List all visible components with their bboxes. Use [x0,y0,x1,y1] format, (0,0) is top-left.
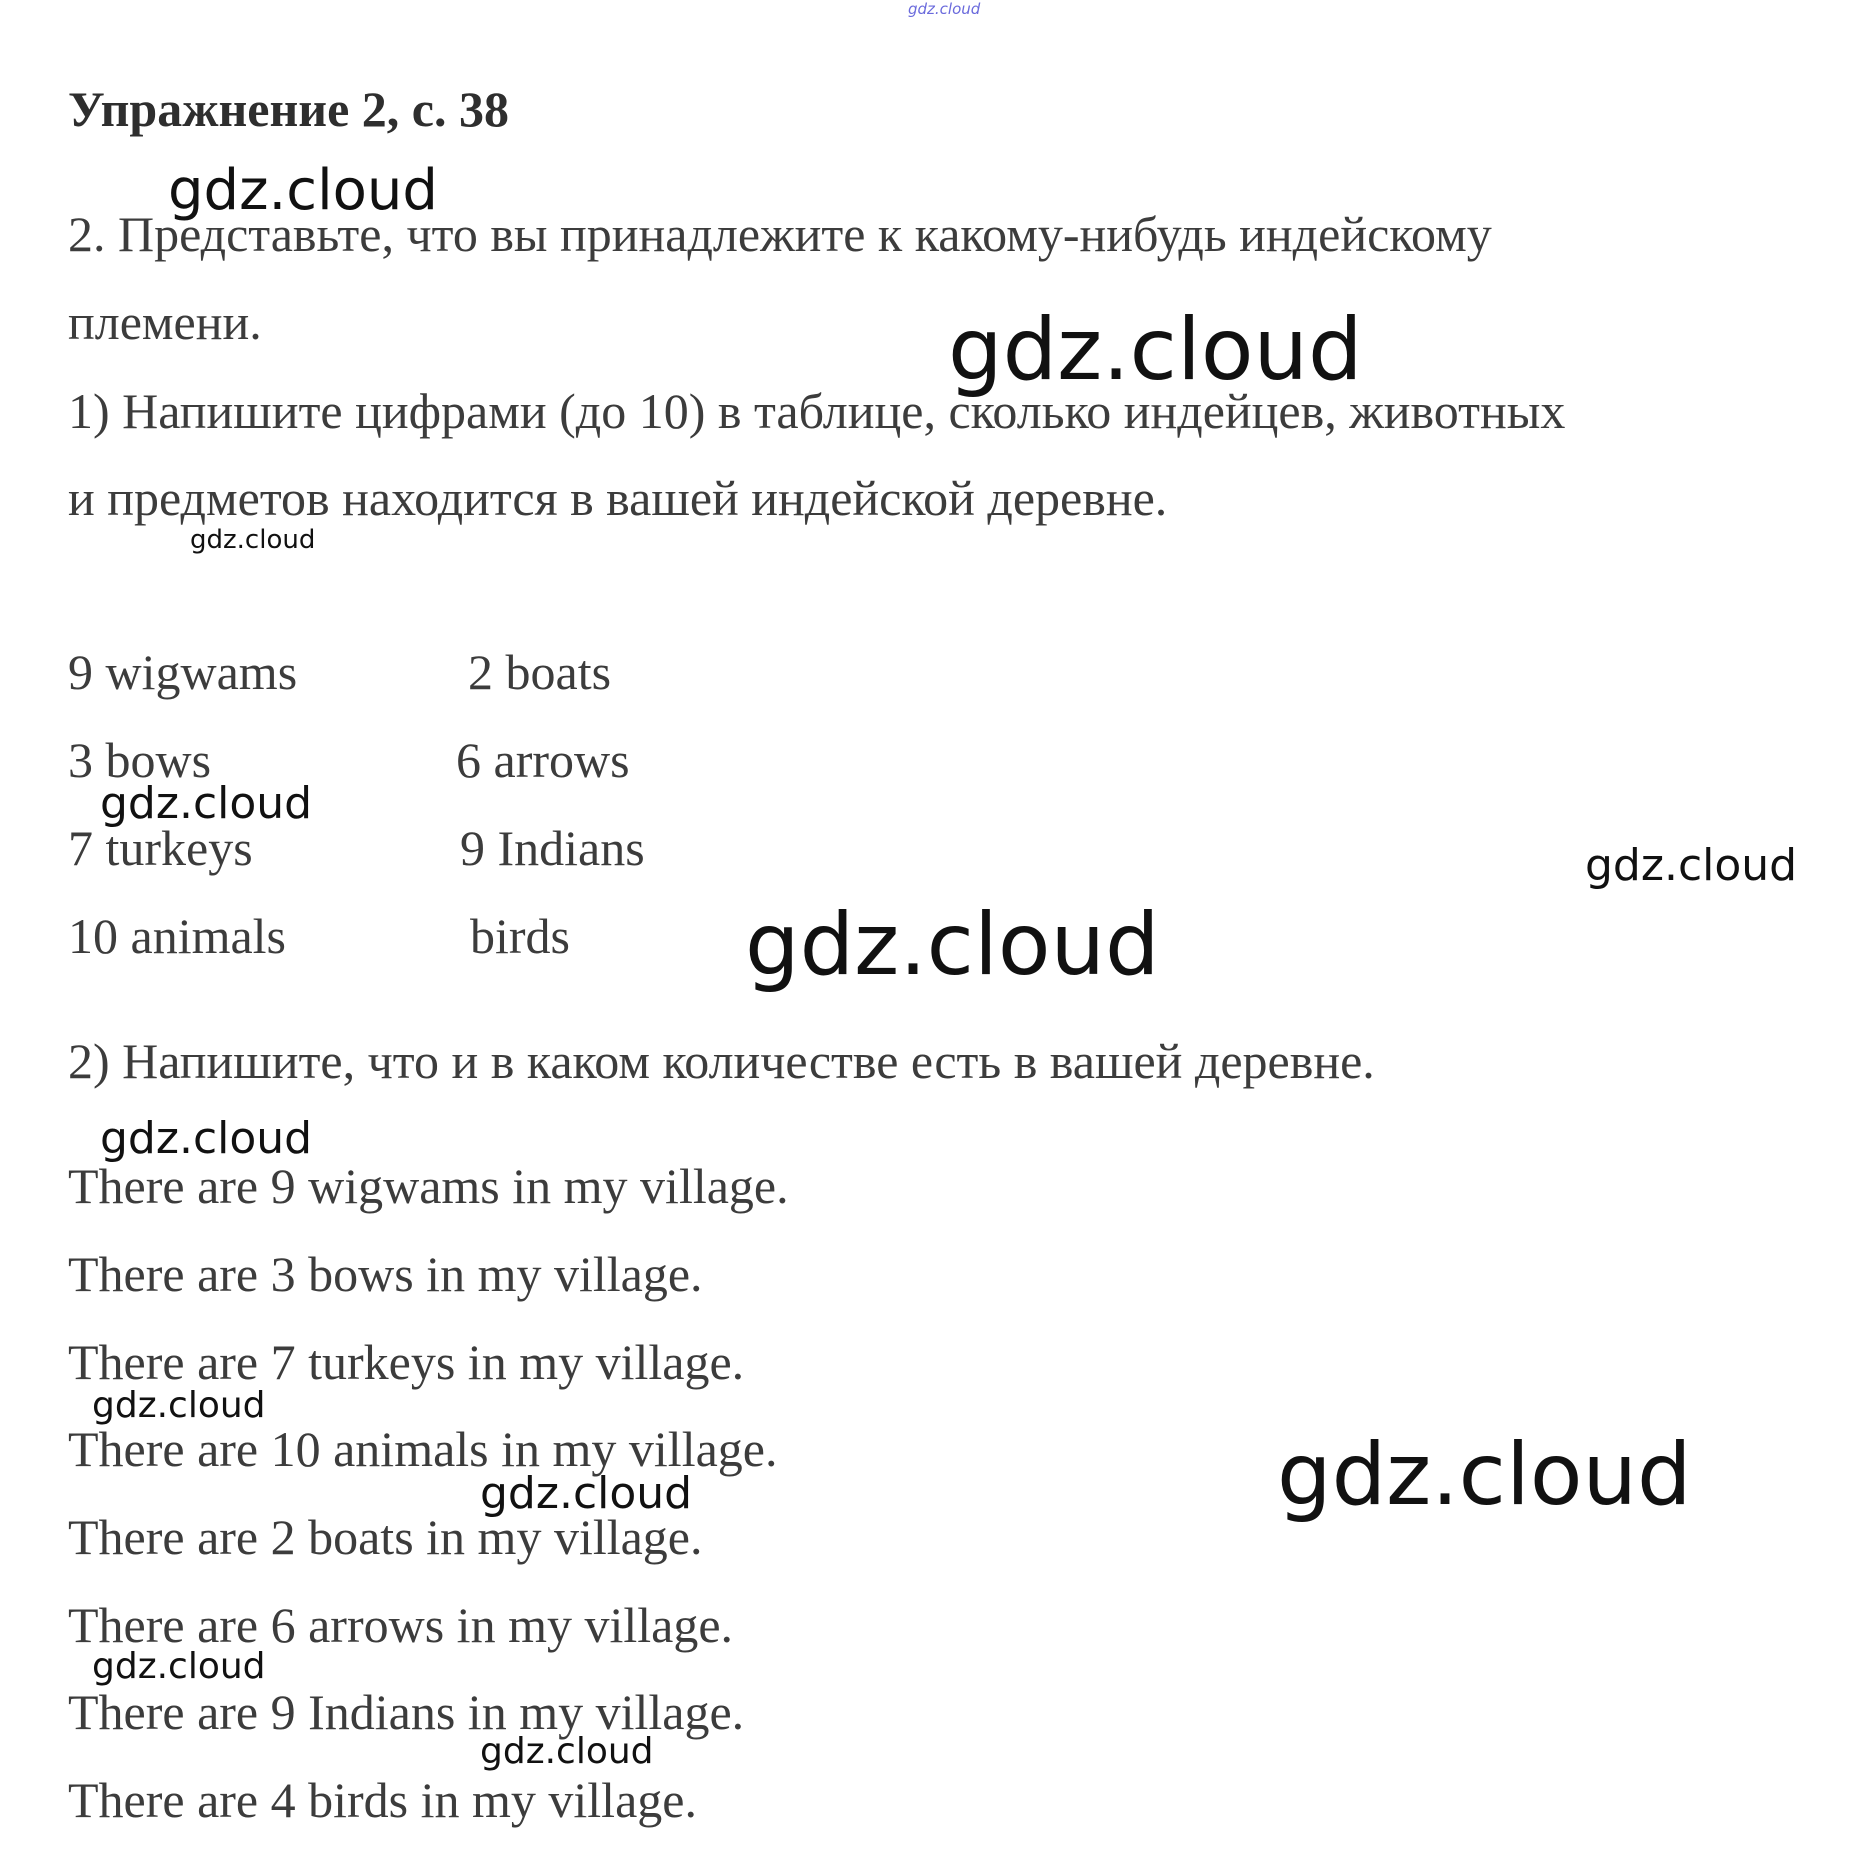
table-cell-left: 9 wigwams [68,644,298,700]
watermark: gdz.cloud [100,778,313,829]
watermark: gdz.cloud [480,1731,654,1772]
exercise-title: Упражнение 2, с. 38 [68,81,509,137]
watermark: gdz.cloud [948,300,1363,400]
table-cell-left: 10 animals [68,908,287,964]
answer-sentence: There are 10 animals in my village. [68,1421,778,1477]
watermark: gdz.cloud [100,1113,313,1164]
table-cell-right: 9 Indians [460,820,645,876]
answer-sentence: There are 9 wigwams in my village. [68,1158,789,1214]
answer-sentence: There are 9 Indians in my village. [68,1684,745,1740]
watermark: gdz.cloud [1277,1425,1692,1525]
table-cell-right: birds [470,908,570,964]
answer-sentence: There are 3 bows in my village. [68,1246,703,1302]
answer-sentence: There are 2 boats in my village. [68,1509,703,1565]
table-cell-right: 6 arrows [456,732,630,788]
watermark: gdz.cloud [190,525,316,555]
task-part1-line-2: и предметов находится в вашей индейской деревне. [68,470,1168,526]
task-intro-line-1: 2. Представьте, что вы принадлежите к какому-нибудь индейскому [68,206,1492,262]
watermark: gdz.cloud [92,1385,266,1426]
watermark: gdz.cloud [480,1468,693,1519]
task-part2: 2) Напишите, что и в каком количестве есть в вашей деревне. [68,1033,1375,1089]
watermark: gdz.cloud [745,895,1160,995]
watermark-top: gdz.cloud [908,0,981,18]
watermark: gdz.cloud [168,158,438,223]
watermark: gdz.cloud [92,1646,266,1687]
answer-sentence: There are 7 turkeys in my village. [68,1334,745,1390]
watermark: gdz.cloud [1585,840,1798,891]
table-cell-left: 7 turkeys [68,820,253,876]
task-part1-line-1: 1) Напишите цифрами (до 10) в таблице, сколько индейцев, животных [68,383,1566,439]
table-cell-right: 2 boats [468,644,612,700]
table-cell-left: 3 bows [68,732,212,788]
task-intro-line-2: племени. [68,294,262,350]
answer-sentence: There are 6 arrows in my village. [68,1597,734,1653]
answer-sentence: There are 4 birds in my village. [68,1772,697,1828]
